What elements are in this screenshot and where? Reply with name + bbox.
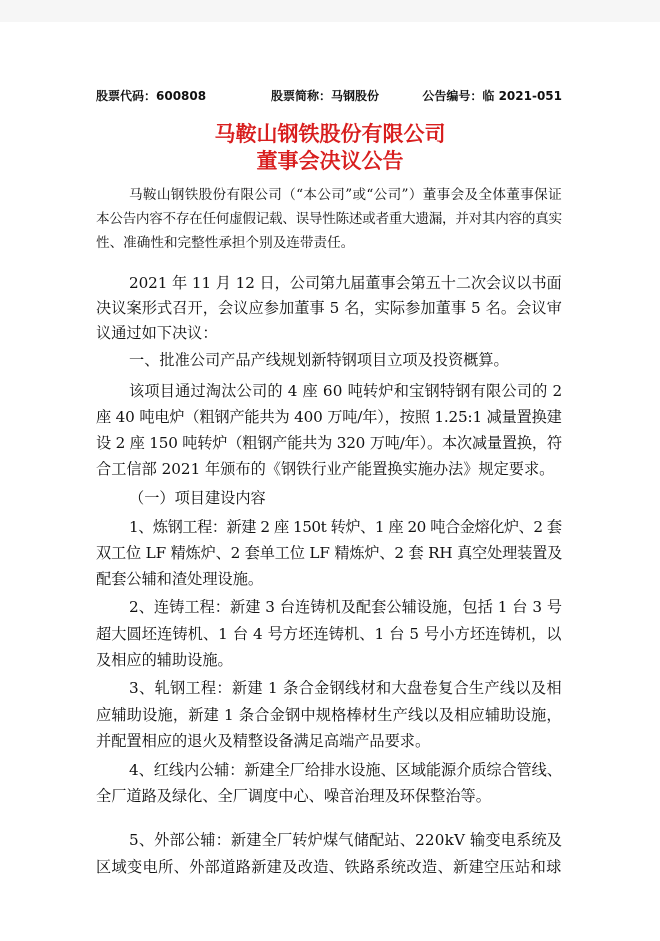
body-line: 2、连铸工程：新建 3 台连铸机及配套公辅设施，包括 1 台 3 号 [129, 598, 563, 616]
stock-abbreviation: 股票简称：马钢股份 [271, 89, 380, 103]
body-line: （一）项目建设内容 [129, 489, 266, 507]
body-line: 并配置相应的退火及精整设备满足高端产品要求。 [96, 732, 431, 750]
body-line: 4、红线内公辅：新建全厂给排水设施、区域能源介质综合管线、 [129, 761, 562, 779]
disclaimer-line: 马鞍山钢铁股份有限公司（“本公司”或“公司”）董事会及全体董事保证 [129, 187, 563, 203]
body-line: 1、炼钢工程：新建 2 座 150t 转炉、1 座 20 吨合金熔化炉、2 套 [129, 518, 562, 536]
stock-code: 股票代码：600808 [96, 89, 207, 103]
body-line: 超大圆坯连铸机、1 台 4 号方坯连铸机、1 台 5 号小方坯连铸机，以 [96, 625, 562, 643]
body-line: 座 40 吨电炉（粗钢产能共为 400 万吨/年），按照 1.25:1 减量置换建 [96, 408, 562, 426]
notice-title: 董事会决议公告 [256, 149, 404, 173]
body-line: 3、轧钢工程：新建 1 条合金钢线材和大盘卷复合生产线以及相 [129, 679, 562, 697]
body-line: 2021 年 11 月 12 日，公司第九届董事会第五十二次会议以书面 [129, 274, 562, 292]
body-line: 决议案形式召开，会议应参加董事 5 名，实际参加董事 5 名。会议审 [96, 299, 562, 317]
body-line: 配套公辅和渣处理设施。 [96, 570, 264, 588]
body-line: 区域变电所、外部道路新建及改造、铁路系统改造、新建空压站和球 [96, 858, 562, 876]
body-line: 合工信部 2021 年颁布的《钢铁行业产能置换实施办法》规定要求。 [96, 460, 555, 478]
body-line: 双工位 LF 精炼炉、2 套单工位 LF 精炼炉、2 套 RH 真空处理装置及 [96, 544, 563, 562]
body-line: 议通过如下决议： [96, 324, 218, 342]
body-line: 一、批准公司产品产线规划新特钢项目立项及投资概算。 [129, 351, 509, 369]
top-strip [0, 0, 660, 22]
disclaimer-line: 性、准确性和完整性承担个别及连带责任。 [96, 235, 355, 251]
company-title: 马鞍山钢铁股份有限公司 [214, 122, 446, 146]
notice-number: 公告编号：临 2021-051 [422, 89, 562, 103]
disclaimer-line: 本公告内容不存在任何虚假记载、误导性陈述或者重大遗漏，并对其内容的真实 [96, 211, 562, 227]
announcement-header [96, 87, 562, 107]
body-line: 及相应的辅助设施。 [96, 651, 233, 669]
body-line: 应辅助设施，新建 1 条合金钢中规格棒材生产线以及相应辅助设施， [96, 706, 562, 724]
body-line: 全厂道路及绿化、全厂调度中心、噪音治理及环保整治等。 [96, 787, 491, 805]
body-line: 该项目通过淘汰公司的 4 座 60 吨转炉和宝钢特钢有限公司的 2 [129, 382, 563, 400]
body-line: 5、外部公辅：新建全厂转炉煤气储配站、220kV 输变电系统及 [129, 831, 563, 849]
body-line: 设 2 座 150 吨转炉（粗钢产能共为 320 万吨/年）。本次减量置换，符 [96, 434, 562, 452]
